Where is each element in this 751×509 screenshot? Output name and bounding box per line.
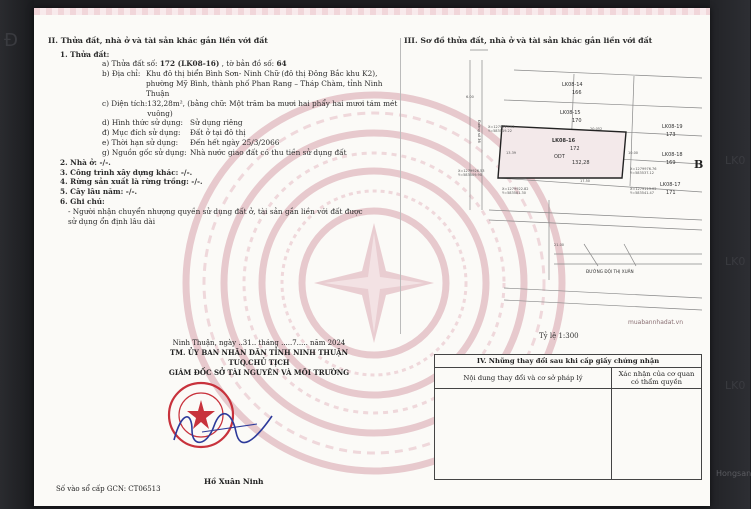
- use-form-value: Sử dụng riêng: [190, 118, 243, 128]
- lot-label: LK08-15: [560, 110, 581, 116]
- coordinate: Y=583541.47: [630, 191, 654, 195]
- map-sheet-number: 64: [276, 59, 287, 69]
- coordinate: X=1279926.53: [458, 169, 485, 173]
- origin-value: Nhà nước giao đất có thu tiền sử dụng đất: [190, 147, 347, 157]
- coordinate: X=1279913.93: [488, 125, 515, 129]
- parcel-diagram: [404, 50, 702, 330]
- dimension-label: 10.00: [628, 151, 639, 155]
- lot-number: 170: [572, 118, 582, 124]
- term-value: Đến hết ngày 25/3/2066: [190, 138, 280, 148]
- origin-label: g) Nguồn gốc sử dụng:: [102, 147, 187, 157]
- coordinate: X=1279922.82: [502, 187, 529, 191]
- use-form-label: d) Hình thức sử dụng:: [102, 118, 183, 128]
- term-label: e) Thời hạn sử dụng:: [102, 138, 179, 148]
- lot-number: 172: [570, 146, 580, 152]
- section-ii: [48, 36, 398, 227]
- changes-col-content: Nội dung thay đổi và cơ sở pháp lý: [435, 368, 612, 389]
- site-watermark: muabannhadat.vn: [628, 319, 683, 326]
- address-label: b) Địa chỉ:: [102, 69, 141, 79]
- note-text: - Người nhận chuyển nhượng quyền sử dụng đất ở, tài sản gắn liền với đất được sử dụng ổn định lâu dài: [68, 207, 363, 226]
- land-code: ODT: [554, 154, 565, 160]
- purpose-value: Đất ở tại đô thị: [190, 128, 246, 138]
- background-lot-label: LK0: [725, 379, 746, 392]
- background-text: Đ: [4, 30, 18, 51]
- lot-label: LK08-18: [662, 152, 683, 158]
- term-row: [48, 138, 398, 148]
- land-certificate-page: [34, 8, 710, 506]
- section-ii-title: II. Thửa đất, nhà ở và tài sản khác gắn liền với đất: [48, 36, 268, 45]
- decorative-border: [34, 8, 710, 15]
- section-iv-title: IV. Những thay đổi sau khi cấp giấy chứng nhận: [435, 355, 702, 368]
- coordinate: X=1279976.76: [630, 167, 657, 171]
- lot-label: LK08-14: [562, 82, 583, 88]
- coordinate: X=1279113.02: [630, 187, 657, 191]
- lot-number: 166: [572, 90, 582, 96]
- notes-heading: 6. Ghi chú:: [60, 197, 105, 207]
- parcel-area: 132,28: [572, 160, 590, 166]
- background-lot-label: LK0: [725, 255, 746, 268]
- dimension-label: 13.39: [506, 151, 517, 155]
- section-iii: [404, 36, 704, 386]
- lot-number: 173: [666, 132, 676, 138]
- lot-label: LK08-16: [552, 138, 576, 144]
- place-date: Ninh Thuận, ngày ..31.. tháng .....7..... năm 2024: [172, 339, 346, 347]
- dimension-label: 21.00: [554, 243, 565, 247]
- parcel-number-label: a) Thửa đất số:: [102, 59, 158, 69]
- brand-watermark: Hongsan: [716, 469, 751, 478]
- house-row: 2. Nhà ở: -/-.: [60, 157, 111, 167]
- signer-name: Hồ Xuân Ninh: [204, 477, 264, 486]
- purpose-label: đ) Mục đích sử dụng:: [102, 128, 181, 138]
- side-street-label: Đường số 36: [477, 120, 481, 143]
- issuing-role: TUQ.CHỦ TỊCH: [228, 358, 290, 368]
- column-divider: [400, 38, 401, 334]
- forest-row: 4. Rừng sản xuất là rừng trồng: -/-.: [60, 177, 203, 187]
- map-scale: Tỷ lệ 1:300: [539, 332, 579, 340]
- background-left: [0, 0, 34, 509]
- construction-row: 3. Công trình xây dựng khác: -/-.: [60, 167, 193, 177]
- dimension-label: 20.052: [590, 127, 603, 131]
- perennial-row: 5. Cây lâu năm: -/-.: [60, 187, 138, 197]
- street-label: ĐƯỜNG ĐỘI THỊ XUÂN: [586, 269, 634, 274]
- changes-empty-cell: [435, 389, 612, 480]
- coordinate: Y=583537.12: [630, 171, 654, 175]
- parcel-number: 172 (LK08-16): [159, 59, 220, 69]
- address-row: [48, 69, 398, 99]
- issuing-dept: GIÁM ĐỐC SỞ TÀI NGUYÊN VÀ MÔI TRƯỜNG: [168, 368, 350, 378]
- dimension-label: 6.00: [466, 95, 474, 99]
- parcel-heading: 1. Thửa đất:: [60, 49, 110, 59]
- changes-empty-cell: [612, 389, 702, 480]
- area-label: c) Diện tích:: [102, 98, 148, 108]
- lot-label: LK08-19: [662, 124, 683, 130]
- issuing-org: TM. ỦY BAN NHÂN DÂN TỈNH NINH THUẬN: [170, 348, 348, 358]
- changes-table: [434, 354, 702, 480]
- origin-row: [48, 148, 398, 158]
- area-row: [48, 99, 398, 119]
- address-value: Khu đô thị biển Bình Sơn- Ninh Chữ (đô thị Đông Bắc khu K2), phường Mỹ Bình, thành phố Phan Rang – Tháp Chàm, tỉnh Ninh Thuận: [146, 69, 383, 98]
- lot-number: 169: [666, 160, 676, 166]
- map-sheet-label: , tờ bản đồ số:: [221, 59, 275, 69]
- dimension-label: 17.50: [580, 179, 591, 183]
- coordinate: Y=583581.30: [502, 191, 526, 195]
- coordinate: Y=583519.22: [488, 129, 512, 133]
- lot-label: LK08-17: [660, 182, 681, 188]
- handwritten-signature: [162, 402, 282, 452]
- purpose-row: [48, 128, 398, 138]
- use-form-row: [48, 118, 398, 128]
- signature-block: [134, 338, 384, 379]
- lot-number: 171: [666, 190, 676, 196]
- area-value: 132,28m², (bằng chữ: Một trăm ba mươi hai phẩy hai mươi tám mét vuông): [147, 98, 398, 118]
- north-arrow-letter: B: [694, 158, 704, 171]
- registry-number: Số vào sổ cấp GCN: CT06513: [56, 485, 161, 493]
- coordinate: Y=583509.90: [458, 173, 482, 177]
- section-iii-title: III. Sơ đồ thửa đất, nhà ở và tài sản khác gắn liền với đất: [404, 36, 653, 45]
- parcel-number-row: [48, 59, 398, 69]
- background-lot-label: LK0: [725, 154, 746, 167]
- changes-col-confirm: Xác nhận của cơ quan có thẩm quyền: [612, 368, 702, 389]
